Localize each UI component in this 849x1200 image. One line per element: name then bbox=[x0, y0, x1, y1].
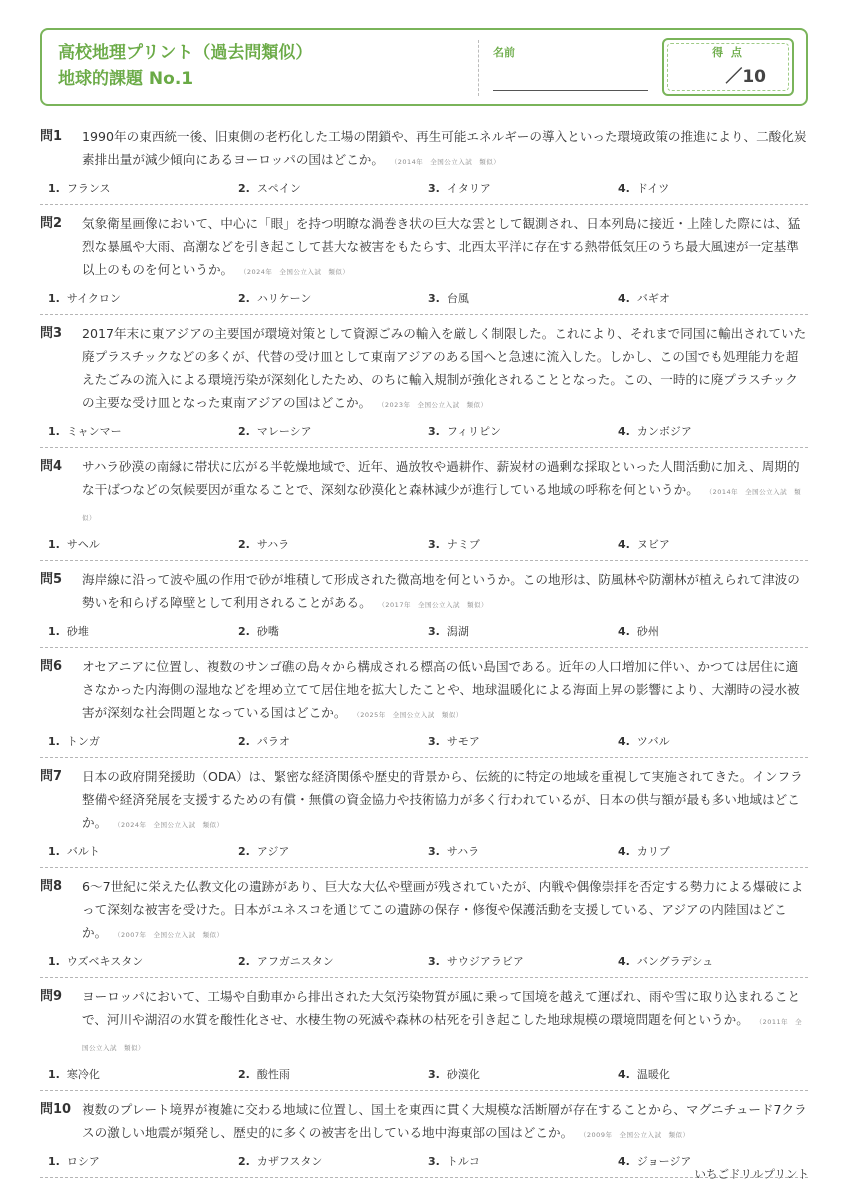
choice-list bbox=[40, 290, 808, 308]
score-label: 得 点 bbox=[712, 46, 744, 59]
question-text bbox=[82, 322, 808, 417]
question-body bbox=[40, 455, 808, 530]
choice-label: アフガニスタン bbox=[256, 955, 334, 968]
choice-label: 酸性雨 bbox=[256, 1068, 290, 1081]
question-body bbox=[40, 985, 808, 1060]
choice-number: 2. bbox=[238, 845, 250, 858]
answer-choice[interactable] bbox=[428, 290, 618, 308]
question-item bbox=[40, 448, 808, 561]
choice-list bbox=[40, 180, 808, 198]
score-value: ／10 bbox=[725, 67, 766, 87]
choice-label: バルト bbox=[66, 845, 100, 858]
choice-number: 4. bbox=[618, 955, 630, 968]
choice-number: 3. bbox=[428, 625, 440, 638]
question-item bbox=[40, 561, 808, 648]
answer-choice[interactable] bbox=[428, 423, 618, 441]
name-field[interactable] bbox=[478, 40, 658, 96]
worksheet-title: 高校地理プリント（過去問類似） bbox=[58, 43, 313, 63]
choice-number: 2. bbox=[238, 425, 250, 438]
choice-label: 砂州 bbox=[636, 625, 659, 638]
choice-label: ハリケーン bbox=[256, 292, 312, 305]
title-block bbox=[58, 40, 312, 92]
question-body bbox=[40, 1098, 808, 1147]
footer-brand: いちごドリルプリント bbox=[694, 1167, 809, 1181]
question-source: （2023年 全国公立入試 類似） bbox=[381, 401, 488, 409]
choice-label: ロシア bbox=[66, 1155, 100, 1168]
choice-list bbox=[40, 1153, 808, 1171]
question-number: 問3 bbox=[40, 326, 63, 341]
choice-list bbox=[40, 623, 808, 641]
name-label: 名前 bbox=[493, 46, 515, 59]
choice-number: 1. bbox=[48, 538, 60, 551]
choice-label: 温暖化 bbox=[636, 1068, 670, 1081]
choice-number: 3. bbox=[428, 292, 440, 305]
answer-choice[interactable] bbox=[48, 623, 238, 641]
choice-label: ヌビア bbox=[636, 538, 670, 551]
answer-choice[interactable] bbox=[48, 843, 238, 861]
choice-label: サヘル bbox=[66, 538, 100, 551]
question-statement: 海岸線に沿って波や風の作用で砂が堆積して形成された微高地を何というか。この地形は、防風林や防潮林が植えられて津波の勢いを和らげる障壁として利用されることがある。 bbox=[82, 572, 800, 610]
answer-choice[interactable] bbox=[428, 733, 618, 751]
answer-choice[interactable] bbox=[238, 953, 428, 971]
question-source: （2017年 全国公立入試 類似） bbox=[381, 601, 488, 609]
choice-number: 1. bbox=[48, 955, 60, 968]
answer-choice[interactable] bbox=[618, 180, 808, 198]
choice-number: 3. bbox=[428, 538, 440, 551]
answer-choice[interactable] bbox=[618, 623, 808, 641]
answer-choice[interactable] bbox=[428, 953, 618, 971]
choice-number: 2. bbox=[238, 955, 250, 968]
question-text bbox=[82, 1098, 808, 1147]
choice-number: 2. bbox=[238, 292, 250, 305]
question-item bbox=[40, 978, 808, 1091]
answer-choice[interactable] bbox=[618, 423, 808, 441]
question-statement: 複数のプレート境界が複雑に交わる地域に位置し、国土を東西に貫く大規模な活断層が存在することから、マグニチュード7クラスの激しい地震が頻発し、歴史的に多くの被害を出している地中海東部の国はどこか。 bbox=[82, 1102, 807, 1140]
question-statement: 気象衛星画像において、中心に「眼」を持つ明瞭な渦巻き状の巨大な雲として観測され、日本列島に接近・上陸した際には、猛烈な暴風や大雨、高潮などを引き起こして甚大な被害をもたらす、北西太平洋に存在する熱帯低気圧のうち最大風速が一定基準以上のものを何というか。 bbox=[82, 216, 801, 277]
choice-number: 4. bbox=[618, 845, 630, 858]
question-item bbox=[40, 118, 808, 205]
choice-number: 4. bbox=[618, 1155, 630, 1168]
choice-number: 4. bbox=[618, 538, 630, 551]
choice-number: 4. bbox=[618, 292, 630, 305]
choice-label: サハラ bbox=[446, 845, 480, 858]
question-text bbox=[82, 875, 808, 947]
choice-number: 1. bbox=[48, 1155, 60, 1168]
choice-number: 3. bbox=[428, 1068, 440, 1081]
choice-number: 4. bbox=[618, 735, 630, 748]
choice-list bbox=[40, 423, 808, 441]
worksheet-subtitle: 地球的課題 No.1 bbox=[58, 69, 194, 89]
choice-number: 4. bbox=[618, 625, 630, 638]
choice-number: 1. bbox=[48, 735, 60, 748]
question-source: （2024年 全国公立入試 類似） bbox=[243, 268, 350, 276]
question-number: 問10 bbox=[40, 1102, 72, 1117]
answer-choice[interactable] bbox=[618, 536, 808, 554]
choice-number: 3. bbox=[428, 845, 440, 858]
choice-label: マレーシア bbox=[256, 425, 312, 438]
answer-choice[interactable] bbox=[428, 843, 618, 861]
question-body bbox=[40, 765, 808, 837]
question-text bbox=[82, 455, 808, 530]
choice-label: パラオ bbox=[256, 735, 290, 748]
choice-label: フィリピン bbox=[446, 425, 501, 438]
choice-label: フランス bbox=[66, 182, 111, 195]
answer-choice[interactable] bbox=[48, 536, 238, 554]
question-source: （2007年 全国公立入試 類似） bbox=[117, 931, 224, 939]
choice-label: ジョージア bbox=[636, 1155, 692, 1168]
choice-label: バングラデシュ bbox=[636, 955, 714, 968]
question-statement: 6〜7世紀に栄えた仏教文化の遺跡があり、巨大な大仏や壁画が残されていたが、内戦や偶像崇拝を否定する勢力による爆破によって深刻な被害を受けた。日本がユネスコを通じてこの遺跡の保存・修復や保護活動を支援している、アジアの内陸国はどこか。 bbox=[82, 879, 804, 940]
question-text bbox=[82, 655, 808, 727]
question-item bbox=[40, 868, 808, 978]
choice-number: 2. bbox=[238, 1068, 250, 1081]
question-number: 問8 bbox=[40, 879, 63, 894]
answer-choice[interactable] bbox=[618, 290, 808, 308]
question-item bbox=[40, 758, 808, 868]
choice-number: 2. bbox=[238, 735, 250, 748]
choice-label: サハラ bbox=[256, 538, 290, 551]
question-source: （2011年 全国公立入試 類似） bbox=[82, 1018, 803, 1052]
question-statement: 日本の政府開発援助（ODA）は、緊密な経済関係や歴史的背景から、伝統的に特定の地域を重視して実施されてきた。インフラ整備や経済発展を支援するための有償・無償の資金協力や技術協力が多く行われているが、日本の供与額が最も多い地域はどこか。 bbox=[82, 769, 803, 830]
choice-label: サモア bbox=[446, 735, 480, 748]
question-item bbox=[40, 1091, 808, 1178]
choice-label: カリブ bbox=[636, 845, 670, 858]
answer-choice[interactable] bbox=[618, 843, 808, 861]
choice-number: 3. bbox=[428, 1155, 440, 1168]
choice-number: 3. bbox=[428, 735, 440, 748]
choice-number: 2. bbox=[238, 182, 250, 195]
question-body bbox=[40, 125, 808, 174]
choice-list bbox=[40, 536, 808, 554]
answer-choice[interactable] bbox=[238, 843, 428, 861]
answer-choice[interactable] bbox=[428, 536, 618, 554]
choice-label: 寒冷化 bbox=[66, 1068, 100, 1081]
name-underline bbox=[493, 90, 648, 91]
question-text bbox=[82, 985, 808, 1060]
choice-number: 1. bbox=[48, 182, 60, 195]
question-source: （2024年 全国公立入試 類似） bbox=[117, 821, 224, 829]
choice-number: 4. bbox=[618, 425, 630, 438]
score-box bbox=[662, 38, 794, 96]
question-source: （2014年 全国公立入試 類似） bbox=[394, 158, 501, 166]
choice-label: イタリア bbox=[446, 182, 491, 195]
choice-label: サイクロン bbox=[66, 292, 121, 305]
question-text bbox=[82, 212, 808, 284]
choice-number: 1. bbox=[48, 845, 60, 858]
choice-number: 3. bbox=[428, 425, 440, 438]
question-text bbox=[82, 125, 808, 174]
answer-choice[interactable] bbox=[428, 1066, 618, 1084]
choice-list bbox=[40, 733, 808, 751]
choice-list bbox=[40, 1066, 808, 1084]
question-number: 問1 bbox=[40, 129, 63, 144]
choice-list bbox=[40, 843, 808, 861]
answer-choice[interactable] bbox=[238, 733, 428, 751]
question-number: 問9 bbox=[40, 989, 63, 1004]
question-text bbox=[82, 568, 808, 617]
choice-label: ウズベキスタン bbox=[66, 955, 144, 968]
choice-number: 4. bbox=[618, 1068, 630, 1081]
choice-number: 1. bbox=[48, 625, 60, 638]
question-body bbox=[40, 655, 808, 727]
question-statement: オセアニアに位置し、複数のサンゴ礁の島々から構成される標高の低い島国である。近年の人口増加に伴い、かつては居住に適さなかった内海側の湿地などを埋め立てて居住地を拡大したことや、地球温暖化による海面上昇の影響により、大潮時の浸水被害が深刻な社会問題となっている国はどこか。 bbox=[82, 659, 800, 720]
question-source: （2025年 全国公立入試 類似） bbox=[356, 711, 463, 719]
question-item bbox=[40, 205, 808, 315]
question-item bbox=[40, 648, 808, 758]
answer-choice[interactable] bbox=[48, 180, 238, 198]
question-number: 問5 bbox=[40, 572, 63, 587]
choice-label: ドイツ bbox=[636, 182, 670, 195]
choice-label: カザフスタン bbox=[256, 1155, 323, 1168]
choice-number: 2. bbox=[238, 538, 250, 551]
choice-label: トンガ bbox=[66, 735, 100, 748]
choice-label: 砂堆 bbox=[66, 625, 89, 638]
worksheet-header bbox=[40, 28, 808, 106]
answer-choice[interactable] bbox=[238, 180, 428, 198]
question-body bbox=[40, 212, 808, 284]
choice-label: ナミブ bbox=[446, 538, 480, 551]
answer-choice[interactable] bbox=[238, 423, 428, 441]
choice-list bbox=[40, 953, 808, 971]
question-statement: ヨーロッパにおいて、工場や自動車から排出された大気汚染物質が風に乗って国境を越えて運ばれ、雨や雪に取り込まれることで、河川や湖沼の水質を酸性化させ、水棲生物の死滅や森林の枯死を引き起こした地球規模の環境問題を何というか。 bbox=[82, 989, 801, 1027]
choice-label: 台風 bbox=[446, 292, 469, 305]
answer-choice[interactable] bbox=[48, 1066, 238, 1084]
choice-label: 砂漠化 bbox=[446, 1068, 480, 1081]
choice-number: 2. bbox=[238, 1155, 250, 1168]
question-source: （2014年 全国公立入試 類似） bbox=[82, 488, 802, 522]
choice-label: トルコ bbox=[446, 1155, 480, 1168]
answer-choice[interactable] bbox=[48, 953, 238, 971]
question-body bbox=[40, 568, 808, 617]
answer-choice[interactable] bbox=[428, 1153, 618, 1171]
question-item bbox=[40, 315, 808, 448]
answer-choice[interactable] bbox=[428, 180, 618, 198]
choice-number: 3. bbox=[428, 182, 440, 195]
answer-choice[interactable] bbox=[428, 623, 618, 641]
question-number: 問6 bbox=[40, 659, 63, 674]
question-statement: 1990年の東西統一後、旧東側の老朽化した工場の閉鎖や、再生可能エネルギーの導入といった環境政策の推進により、二酸化炭素排出量が減少傾向にあるヨーロッパの国はどこか。 bbox=[82, 129, 807, 167]
answer-choice[interactable] bbox=[48, 733, 238, 751]
answer-choice[interactable] bbox=[238, 1066, 428, 1084]
question-statement: 2017年末に東アジアの主要国が環境対策として資源ごみの輸入を厳しく制限した。これにより、それまで同国に輸出されていた廃プラスチックなどの多くが、代替の受け皿として東南アジアのある国へと急速に流入した。しかし、この国でも処理能力を超えたごみの流入による環境汚染が深刻化したため、のちに輸入規制が強化されることとなった。この、一時的に廃プラスチックの主要な受け皿となった東南アジアの国はどこか。 bbox=[82, 326, 807, 410]
answer-choice[interactable] bbox=[238, 1153, 428, 1171]
choice-label: ツバル bbox=[636, 735, 670, 748]
question-number: 問2 bbox=[40, 216, 63, 231]
choice-label: バギオ bbox=[636, 292, 670, 305]
question-text bbox=[82, 765, 808, 837]
question-body bbox=[40, 322, 808, 417]
question-source: （2009年 全国公立入試 類似） bbox=[583, 1131, 690, 1139]
choice-label: 潟湖 bbox=[446, 625, 469, 638]
choice-number: 3. bbox=[428, 955, 440, 968]
question-list bbox=[40, 118, 808, 1178]
choice-number: 4. bbox=[618, 182, 630, 195]
choice-number: 1. bbox=[48, 1068, 60, 1081]
answer-choice[interactable] bbox=[238, 623, 428, 641]
answer-choice[interactable] bbox=[618, 1066, 808, 1084]
choice-label: アジア bbox=[256, 845, 290, 858]
choice-number: 1. bbox=[48, 292, 60, 305]
answer-choice[interactable] bbox=[48, 423, 238, 441]
choice-label: サウジアラビア bbox=[446, 955, 524, 968]
choice-number: 2. bbox=[238, 625, 250, 638]
answer-choice[interactable] bbox=[238, 536, 428, 554]
answer-choice[interactable] bbox=[618, 733, 808, 751]
answer-choice[interactable] bbox=[618, 953, 808, 971]
question-number: 問7 bbox=[40, 769, 63, 784]
choice-label: カンボジア bbox=[636, 425, 692, 438]
question-number: 問4 bbox=[40, 459, 63, 474]
question-statement: サハラ砂漠の南縁に帯状に広がる半乾燥地域で、近年、過放牧や過耕作、薪炭材の過剰な採取といった人間活動に加え、周期的な干ばつなどの気候要因が重なることで、深刻な砂漠化と森林減少が進行している地域の呼称を何というか。 bbox=[82, 459, 800, 497]
question-body bbox=[40, 875, 808, 947]
choice-label: 砂嘴 bbox=[256, 625, 279, 638]
answer-choice[interactable] bbox=[48, 1153, 238, 1171]
choice-label: スペイン bbox=[256, 182, 301, 195]
answer-choice[interactable] bbox=[238, 290, 428, 308]
choice-number: 1. bbox=[48, 425, 60, 438]
choice-label: ミャンマー bbox=[66, 425, 122, 438]
answer-choice[interactable] bbox=[48, 290, 238, 308]
